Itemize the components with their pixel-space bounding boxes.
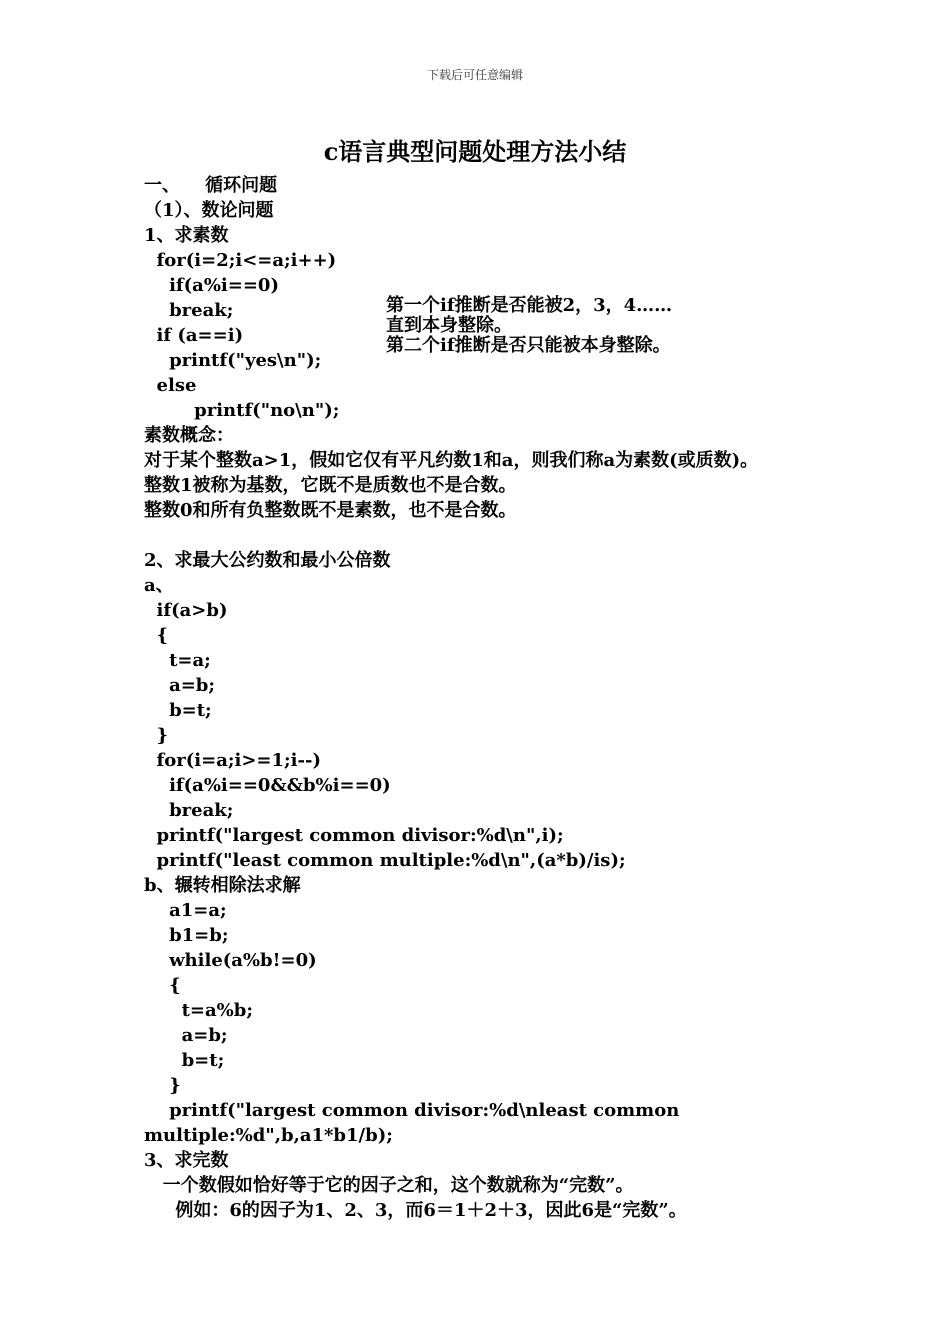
text-line: 对于某个整数a>1，假如它仅有平凡约数1和a，则我们称a为素数(或质数)。	[144, 450, 759, 471]
code-line: a1=a;	[144, 900, 227, 921]
text-line: 整数1被称为基数，它既不是质数也不是合数。	[144, 475, 517, 496]
code-line: printf("yes\n");	[144, 350, 322, 371]
text-line: a、	[144, 575, 174, 596]
text-line: 整数0和所有负整数既不是素数，也不是合数。	[144, 500, 517, 521]
code-line: while(a%b!=0)	[144, 950, 317, 971]
code-line: a=b;	[144, 675, 216, 696]
code-line: t=a%b;	[144, 1000, 253, 1021]
code-line: if(a>b)	[144, 600, 228, 621]
document-title: c语言典型问题处理方法小结	[323, 137, 627, 166]
code-line: break;	[144, 800, 234, 821]
code-line: b1=b;	[144, 925, 229, 946]
code-line: b=t;	[144, 700, 212, 721]
blank-line	[144, 523, 824, 548]
code-line: printf("least common multiple:%d\n",(a*b)/is);	[144, 850, 626, 871]
code-line: if(a%i==0)	[144, 275, 279, 296]
text-line: 一个数假如恰好等于它的因子之和，这个数就称为“完数”。	[144, 1175, 634, 1196]
code-line: {	[144, 975, 181, 996]
code-line: if (a==i)	[144, 325, 244, 346]
code-line: a=b;	[144, 1025, 228, 1046]
code-line: for(i=2;i<=a;i++)	[144, 250, 337, 271]
code-line: else	[144, 375, 197, 396]
topic-heading: 3、求完数	[144, 1150, 229, 1171]
topic-heading: 1、求素数	[144, 225, 229, 246]
text-line: b、辗转相除法求解	[144, 875, 301, 896]
code-line: break;	[144, 300, 234, 321]
code-line: {	[144, 625, 169, 646]
text-line: 素数概念：	[144, 425, 234, 446]
page-header: 下载后可任意编辑	[426, 68, 523, 82]
code-line: if(a%i==0&&b%i==0)	[144, 775, 391, 796]
note-line: 第一个if推断是否能被2，3，4……	[386, 295, 673, 316]
side-note	[386, 296, 672, 356]
code-line: }	[144, 1075, 181, 1096]
note-line: 直到本身整除。	[386, 315, 512, 336]
section-heading: 一、 循环问题	[144, 175, 278, 196]
code-line: for(i=a;i>=1;i--)	[144, 750, 321, 771]
code-line: t=a;	[144, 650, 211, 671]
code-line: }	[144, 725, 169, 746]
code-line: multiple:%d",b,a1*b1/b);	[144, 1125, 393, 1146]
text-line: 例如：6的因子为1、2、3，而6＝1＋2＋3，因此6是“完数”。	[144, 1200, 687, 1221]
note-line: 第二个if推断是否只能被本身整除。	[386, 335, 671, 356]
subsection-heading: （1）、数论问题	[144, 200, 274, 221]
code-line: printf("largest common divisor:%d\nleast common	[144, 1100, 680, 1121]
topic-heading: 2、求最大公约数和最小公倍数	[144, 550, 391, 571]
code-line: printf("no\n");	[144, 400, 340, 421]
code-line: printf("largest common divisor:%d\n",i);	[144, 825, 564, 846]
code-line: b=t;	[144, 1050, 225, 1071]
